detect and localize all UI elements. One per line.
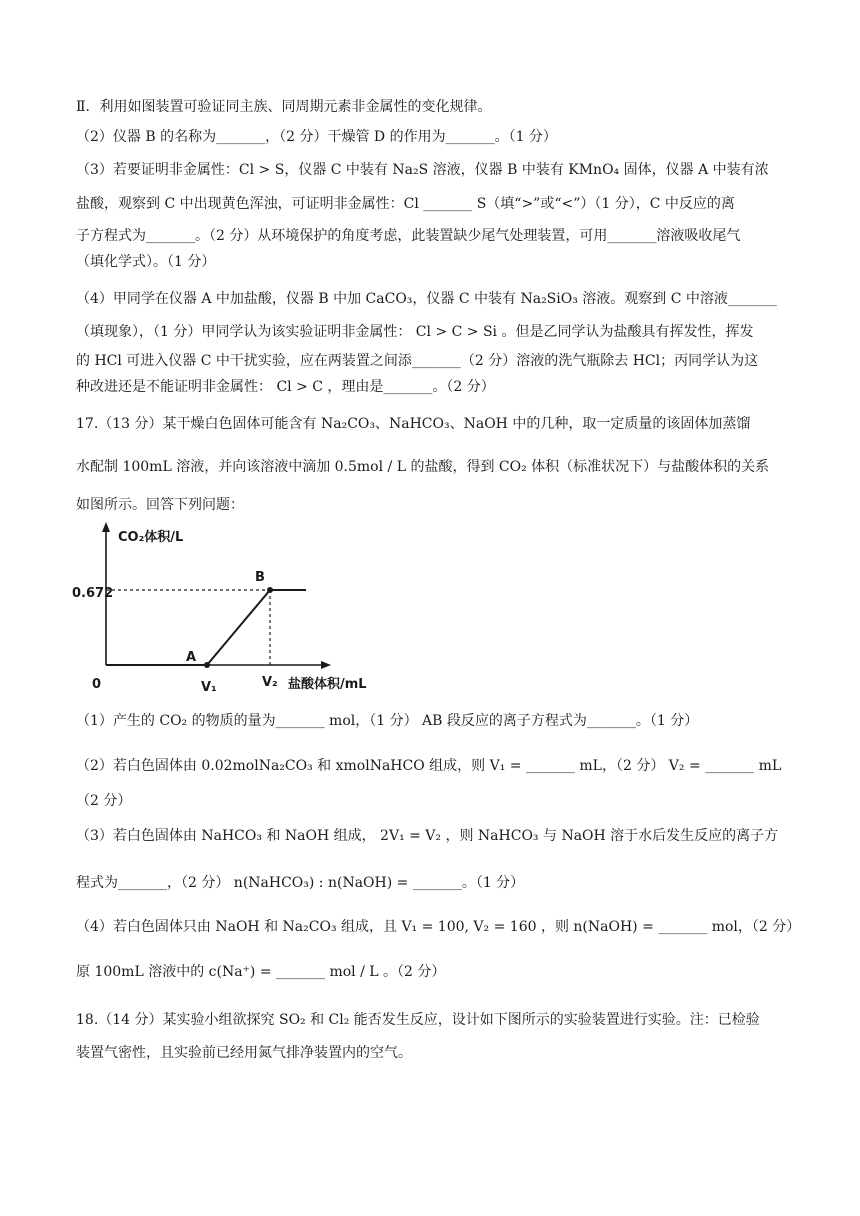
x-tick-label-v2: V₂ (262, 675, 278, 690)
problem-18-stem-line1: 18.（14 分）某实验小组欲探究 SO₂ 和 Cl₂ 能否发生反应，设计如下图所示的实验装置进行实验。注：已检验 (76, 1012, 760, 1028)
problem-16-q3-line1: （3）若要证明非金属性：Cl > S，仪器 C 中装有 Na₂S 溶液，仪器 B 中装有 KMnO₄ 固体，仪器 A 中装有浓 (76, 162, 769, 178)
problem-16-q3-line3: 子方程式为_______。（2 分）从环境保护的角度考虑，此装置缺少尾气处理装置，可用_______溶液吸收尾气 (76, 228, 741, 244)
problem-17-q2-line1: （2）若白色固体由 0.02molNa₂CO₃ 和 xmolNaHCO 组成，则 V₁ = _______ mL，（2 分） V₂ = _______ mL (76, 758, 782, 774)
problem-17-q1: （1）产生的 CO₂ 的物质的量为_______ mol，（1 分） AB 段反应的离子方程式为_______。（1 分） (76, 713, 699, 729)
problem-17-stem-line1: 17.（13 分）某干燥白色固体可能含有 Na₂CO₃、NaHCO₃、NaOH 中的几种，取一定质量的该固体加蒸馏 (76, 416, 751, 432)
chart-layer (72, 522, 367, 695)
problem-16-part-2-intro: Ⅱ．利用如图装置可验证同主族、同周期元素非金属性的变化规律。 (76, 99, 492, 115)
point-label-b: B (255, 570, 265, 585)
y-axis-arrow (102, 522, 110, 532)
x-axis-arrow (321, 661, 331, 669)
problem-17-q4-line1: （4）若白色固体只由 NaOH 和 Na₂CO₃ 组成，且 V₁ = 100, V₂ = 160 ，则 n(NaOH) = _______ mol，（2 分） (76, 919, 801, 935)
series-line (106, 590, 306, 665)
problem-18-stem-line2: 装置气密性，且实验前已经用氮气排净装置内的空气。 (76, 1045, 412, 1061)
problem-17-q4-line2: 原 100mL 溶液中的 c(Na⁺) = _______ mol / L 。（2 分） (76, 964, 446, 980)
problem-17-stem-line3: 如图所示。回答下列问题： (76, 497, 244, 513)
origin-label: 0 (92, 677, 102, 692)
y-tick-label: 0.672 (72, 586, 114, 601)
problem-17-stem-line2: 水配制 100mL 溶液，并向该溶液中滴加 0.5mol / L 的盐酸，得到 CO₂ 体积（标准状况下）与盐酸体积的关系 (76, 459, 770, 475)
problem-16-q3-line2: 盐酸，观察到 C 中出现黄色浑浊，可证明非金属性：Cl _______ S（填“>”或“<”）（1 分），C 中反应的离 (76, 196, 735, 212)
point-a (204, 662, 210, 668)
point-label-a: A (186, 650, 197, 665)
x-axis-label: 盐酸体积/mL (288, 677, 367, 692)
y-axis-label: CO₂体积/L (118, 530, 184, 545)
problem-17-q2-line2: （2 分） (76, 793, 132, 809)
problem-16-q4-line4: 种改进还是不能证明非金属性： Cl > C ，理由是_______。（2 分） (76, 379, 495, 395)
x-tick-label-v1: V₁ (201, 680, 217, 695)
point-b (267, 587, 273, 593)
problem-17-q3-line1: （3）若白色固体由 NaHCO₃ 和 NaOH 组成， 2V₁ = V₂ ，则 NaHCO₃ 与 NaOH 溶于水后发生反应的离子方 (76, 828, 779, 844)
problem-17-q3-line2: 程式为_______，（2 分） n(NaHCO₃) : n(NaOH) = _______。（1 分） (76, 875, 525, 891)
problem-16-q2: （2）仪器 B 的名称为_______，（2 分）干燥管 D 的作用为_______。（1 分） (76, 129, 557, 145)
problem-16-q4-line3: 的 HCl 可进入仪器 C 中干扰实验，应在两装置之间添_______（2 分）溶液的洗气瓶除去 HCl；丙同学认为这 (76, 353, 759, 369)
problem-16-q4-line1: （4）甲同学在仪器 A 中加盐酸，仪器 B 中加 CaCO₃，仪器 C 中装有 Na₂SiO₃ 溶液。观察到 C 中溶液_______ (76, 291, 777, 307)
problem-16-q3-line4: （填化学式）。（1 分） (76, 254, 216, 270)
problem-16-q4-line2: （填现象），（1 分）甲同学认为该实验证明非金属性： Cl > C > Si 。但是乙同学认为盐酸具有挥发性，挥发 (76, 324, 754, 340)
